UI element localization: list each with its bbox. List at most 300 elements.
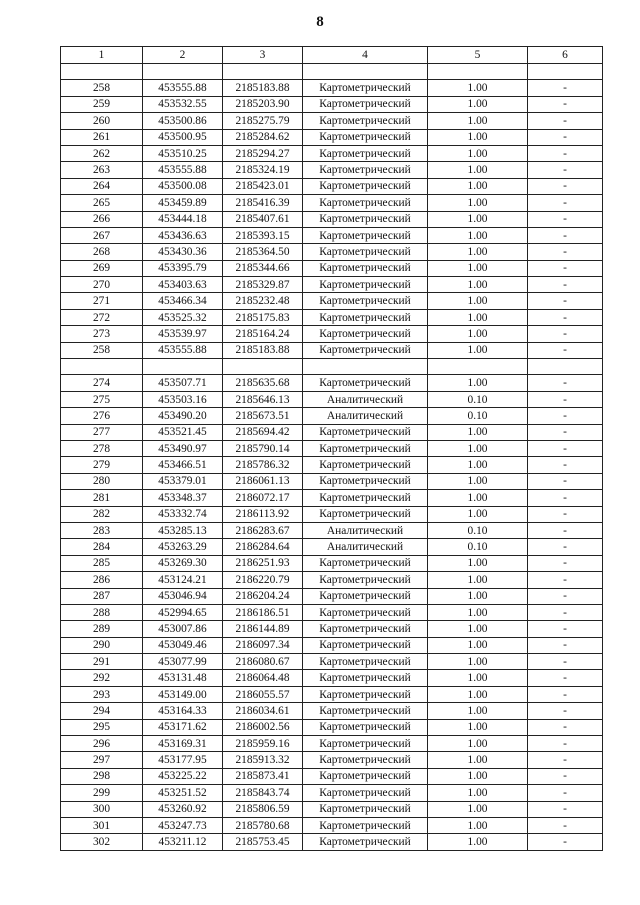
accuracy-cell: 1.00 bbox=[428, 440, 528, 456]
accuracy-cell: 1.00 bbox=[428, 768, 528, 784]
method-cell: Аналитический bbox=[303, 539, 428, 555]
x-coordinate-cell: 453539.97 bbox=[143, 326, 223, 342]
x-coordinate-cell: 453395.79 bbox=[143, 260, 223, 276]
table-row bbox=[61, 768, 603, 784]
table-row bbox=[61, 129, 603, 145]
table-row bbox=[61, 637, 603, 653]
description-cell: - bbox=[528, 801, 603, 817]
x-coordinate-cell: 453260.92 bbox=[143, 801, 223, 817]
point-number-cell: 261 bbox=[61, 129, 143, 145]
accuracy-cell bbox=[428, 64, 528, 80]
point-number-cell: 260 bbox=[61, 113, 143, 129]
x-coordinate-cell: 453444.18 bbox=[143, 211, 223, 227]
description-cell bbox=[528, 359, 603, 375]
table-row bbox=[61, 473, 603, 489]
accuracy-cell: 1.00 bbox=[428, 178, 528, 194]
y-coordinate-cell: 2185646.13 bbox=[223, 391, 303, 407]
header-row bbox=[61, 47, 603, 64]
point-number-cell: 264 bbox=[61, 178, 143, 194]
x-coordinate-cell: 453466.34 bbox=[143, 293, 223, 309]
table-row bbox=[61, 408, 603, 424]
table-row bbox=[61, 490, 603, 506]
table-row bbox=[61, 178, 603, 194]
accuracy-cell: 1.00 bbox=[428, 785, 528, 801]
y-coordinate-cell bbox=[223, 64, 303, 80]
method-cell: Картометрический bbox=[303, 211, 428, 227]
description-cell: - bbox=[528, 277, 603, 293]
table-row bbox=[61, 293, 603, 309]
y-coordinate-cell: 2185635.68 bbox=[223, 375, 303, 391]
accuracy-cell: 1.00 bbox=[428, 588, 528, 604]
table-row bbox=[61, 145, 603, 161]
point-number-cell: 271 bbox=[61, 293, 143, 309]
y-coordinate-cell: 2185873.41 bbox=[223, 768, 303, 784]
table-row bbox=[61, 539, 603, 555]
table-row bbox=[61, 326, 603, 342]
point-number-cell: 263 bbox=[61, 162, 143, 178]
method-cell: Картометрический bbox=[303, 473, 428, 489]
point-number-cell: 275 bbox=[61, 391, 143, 407]
table-row bbox=[61, 621, 603, 637]
accuracy-cell: 1.00 bbox=[428, 817, 528, 833]
y-coordinate-cell: 2186061.13 bbox=[223, 473, 303, 489]
table-row bbox=[61, 211, 603, 227]
accuracy-cell: 1.00 bbox=[428, 555, 528, 571]
table-row bbox=[61, 752, 603, 768]
point-number-cell: 280 bbox=[61, 473, 143, 489]
accuracy-cell: 1.00 bbox=[428, 113, 528, 129]
point-number-cell: 267 bbox=[61, 227, 143, 243]
accuracy-cell: 1.00 bbox=[428, 637, 528, 653]
y-coordinate-cell bbox=[223, 359, 303, 375]
method-cell: Картометрический bbox=[303, 457, 428, 473]
accuracy-cell: 1.00 bbox=[428, 244, 528, 260]
y-coordinate-cell: 2185694.42 bbox=[223, 424, 303, 440]
accuracy-cell: 0.10 bbox=[428, 522, 528, 538]
table-row bbox=[61, 359, 603, 375]
description-cell: - bbox=[528, 457, 603, 473]
x-coordinate-cell: 453332.74 bbox=[143, 506, 223, 522]
y-coordinate-cell: 2185780.68 bbox=[223, 817, 303, 833]
accuracy-cell: 1.00 bbox=[428, 211, 528, 227]
method-cell: Картометрический bbox=[303, 834, 428, 850]
description-cell: - bbox=[528, 162, 603, 178]
table-row bbox=[61, 604, 603, 620]
description-cell: - bbox=[528, 408, 603, 424]
accuracy-cell: 1.00 bbox=[428, 834, 528, 850]
x-coordinate-cell: 453164.33 bbox=[143, 703, 223, 719]
method-cell: Картометрический bbox=[303, 752, 428, 768]
description-cell: - bbox=[528, 113, 603, 129]
description-cell: - bbox=[528, 768, 603, 784]
y-coordinate-cell: 2186055.57 bbox=[223, 686, 303, 702]
method-cell bbox=[303, 359, 428, 375]
table-row bbox=[61, 654, 603, 670]
y-coordinate-cell: 2186144.89 bbox=[223, 621, 303, 637]
table-row bbox=[61, 375, 603, 391]
method-cell: Картометрический bbox=[303, 227, 428, 243]
x-coordinate-cell: 453247.73 bbox=[143, 817, 223, 833]
description-cell: - bbox=[528, 539, 603, 555]
y-coordinate-cell: 2185294.27 bbox=[223, 145, 303, 161]
y-coordinate-cell: 2185416.39 bbox=[223, 195, 303, 211]
point-number-cell: 288 bbox=[61, 604, 143, 620]
description-cell: - bbox=[528, 736, 603, 752]
accuracy-cell: 1.00 bbox=[428, 506, 528, 522]
method-cell: Картометрический bbox=[303, 309, 428, 325]
description-cell: - bbox=[528, 96, 603, 112]
point-number-cell: 282 bbox=[61, 506, 143, 522]
method-cell: Картометрический bbox=[303, 96, 428, 112]
page-number: 8 bbox=[316, 14, 324, 30]
column-header: 6 bbox=[528, 47, 603, 64]
point-number-cell: 292 bbox=[61, 670, 143, 686]
method-cell: Картометрический bbox=[303, 654, 428, 670]
y-coordinate-cell: 2186186.51 bbox=[223, 604, 303, 620]
method-cell: Картометрический bbox=[303, 424, 428, 440]
description-cell: - bbox=[528, 621, 603, 637]
x-coordinate-cell bbox=[143, 64, 223, 80]
table-row bbox=[61, 686, 603, 702]
description-cell: - bbox=[528, 293, 603, 309]
point-number-cell: 283 bbox=[61, 522, 143, 538]
table-row bbox=[61, 506, 603, 522]
point-number-cell: 258 bbox=[61, 80, 143, 96]
point-number-cell: 277 bbox=[61, 424, 143, 440]
y-coordinate-cell: 2186283.67 bbox=[223, 522, 303, 538]
y-coordinate-cell: 2186284.64 bbox=[223, 539, 303, 555]
point-number-cell: 285 bbox=[61, 555, 143, 571]
y-coordinate-cell: 2185183.88 bbox=[223, 80, 303, 96]
point-number-cell: 301 bbox=[61, 817, 143, 833]
method-cell: Картометрический bbox=[303, 817, 428, 833]
y-coordinate-cell: 2185329.87 bbox=[223, 277, 303, 293]
table-row bbox=[61, 736, 603, 752]
table-row bbox=[61, 64, 603, 80]
point-number-cell: 290 bbox=[61, 637, 143, 653]
method-cell: Картометрический bbox=[303, 588, 428, 604]
point-number-cell: 268 bbox=[61, 244, 143, 260]
table-row bbox=[61, 162, 603, 178]
description-cell: - bbox=[528, 572, 603, 588]
table-row bbox=[61, 391, 603, 407]
method-cell bbox=[303, 64, 428, 80]
x-coordinate-cell: 453532.55 bbox=[143, 96, 223, 112]
accuracy-cell: 1.00 bbox=[428, 162, 528, 178]
y-coordinate-cell: 2185284.62 bbox=[223, 129, 303, 145]
x-coordinate-cell: 452994.65 bbox=[143, 604, 223, 620]
column-header: 2 bbox=[143, 47, 223, 64]
description-cell: - bbox=[528, 227, 603, 243]
y-coordinate-cell: 2186097.34 bbox=[223, 637, 303, 653]
accuracy-cell: 1.00 bbox=[428, 195, 528, 211]
coordinates-table bbox=[60, 46, 603, 851]
table-row bbox=[61, 719, 603, 735]
table-row bbox=[61, 113, 603, 129]
y-coordinate-cell: 2185344.66 bbox=[223, 260, 303, 276]
x-coordinate-cell: 453403.63 bbox=[143, 277, 223, 293]
accuracy-cell: 1.00 bbox=[428, 80, 528, 96]
x-coordinate-cell: 453459.89 bbox=[143, 195, 223, 211]
method-cell: Картометрический bbox=[303, 375, 428, 391]
description-cell: - bbox=[528, 817, 603, 833]
table-row bbox=[61, 277, 603, 293]
point-number-cell: 300 bbox=[61, 801, 143, 817]
y-coordinate-cell: 2185164.24 bbox=[223, 326, 303, 342]
x-coordinate-cell: 453507.71 bbox=[143, 375, 223, 391]
description-cell: - bbox=[528, 752, 603, 768]
method-cell: Картометрический bbox=[303, 670, 428, 686]
y-coordinate-cell: 2186034.61 bbox=[223, 703, 303, 719]
accuracy-cell: 1.00 bbox=[428, 277, 528, 293]
x-coordinate-cell: 453251.52 bbox=[143, 785, 223, 801]
column-header: 1 bbox=[61, 47, 143, 64]
table-header bbox=[61, 47, 603, 64]
description-cell: - bbox=[528, 588, 603, 604]
point-number-cell: 259 bbox=[61, 96, 143, 112]
point-number-cell: 302 bbox=[61, 834, 143, 850]
description-cell: - bbox=[528, 670, 603, 686]
table-row bbox=[61, 457, 603, 473]
x-coordinate-cell: 453131.48 bbox=[143, 670, 223, 686]
column-header: 3 bbox=[223, 47, 303, 64]
y-coordinate-cell: 2185913.32 bbox=[223, 752, 303, 768]
description-cell: - bbox=[528, 309, 603, 325]
accuracy-cell: 1.00 bbox=[428, 342, 528, 358]
x-coordinate-cell: 453521.45 bbox=[143, 424, 223, 440]
method-cell: Картометрический bbox=[303, 277, 428, 293]
method-cell: Картометрический bbox=[303, 129, 428, 145]
y-coordinate-cell: 2186220.79 bbox=[223, 572, 303, 588]
description-cell: - bbox=[528, 834, 603, 850]
table-row bbox=[61, 817, 603, 833]
point-number-cell: 297 bbox=[61, 752, 143, 768]
accuracy-cell: 1.00 bbox=[428, 227, 528, 243]
description-cell: - bbox=[528, 604, 603, 620]
description-cell: - bbox=[528, 145, 603, 161]
description-cell: - bbox=[528, 178, 603, 194]
table-row bbox=[61, 342, 603, 358]
point-number-cell: 295 bbox=[61, 719, 143, 735]
description-cell: - bbox=[528, 260, 603, 276]
y-coordinate-cell: 2185806.59 bbox=[223, 801, 303, 817]
point-number-cell: 278 bbox=[61, 440, 143, 456]
method-cell: Аналитический bbox=[303, 408, 428, 424]
table-row bbox=[61, 522, 603, 538]
x-coordinate-cell: 453149.00 bbox=[143, 686, 223, 702]
y-coordinate-cell: 2185753.45 bbox=[223, 834, 303, 850]
method-cell: Картометрический bbox=[303, 80, 428, 96]
table-row bbox=[61, 195, 603, 211]
accuracy-cell: 1.00 bbox=[428, 96, 528, 112]
x-coordinate-cell: 453430.36 bbox=[143, 244, 223, 260]
description-cell: - bbox=[528, 211, 603, 227]
y-coordinate-cell: 2185843.74 bbox=[223, 785, 303, 801]
description-cell: - bbox=[528, 703, 603, 719]
method-cell: Картометрический bbox=[303, 326, 428, 342]
description-cell: - bbox=[528, 506, 603, 522]
accuracy-cell: 1.00 bbox=[428, 719, 528, 735]
description-cell: - bbox=[528, 637, 603, 653]
method-cell: Картометрический bbox=[303, 736, 428, 752]
accuracy-cell: 1.00 bbox=[428, 621, 528, 637]
y-coordinate-cell: 2186113.92 bbox=[223, 506, 303, 522]
y-coordinate-cell: 2185673.51 bbox=[223, 408, 303, 424]
point-number-cell bbox=[61, 64, 143, 80]
table-row bbox=[61, 80, 603, 96]
table-row bbox=[61, 440, 603, 456]
method-cell: Аналитический bbox=[303, 522, 428, 538]
accuracy-cell: 1.00 bbox=[428, 736, 528, 752]
y-coordinate-cell: 2185275.79 bbox=[223, 113, 303, 129]
x-coordinate-cell: 453211.12 bbox=[143, 834, 223, 850]
point-number-cell: 286 bbox=[61, 572, 143, 588]
table-row bbox=[61, 572, 603, 588]
accuracy-cell: 1.00 bbox=[428, 801, 528, 817]
description-cell: - bbox=[528, 440, 603, 456]
accuracy-cell: 1.00 bbox=[428, 326, 528, 342]
point-number-cell: 281 bbox=[61, 490, 143, 506]
x-coordinate-cell: 453269.30 bbox=[143, 555, 223, 571]
method-cell: Картометрический bbox=[303, 621, 428, 637]
method-cell: Картометрический bbox=[303, 342, 428, 358]
description-cell: - bbox=[528, 375, 603, 391]
description-cell: - bbox=[528, 522, 603, 538]
y-coordinate-cell: 2186204.24 bbox=[223, 588, 303, 604]
accuracy-cell: 1.00 bbox=[428, 490, 528, 506]
description-cell: - bbox=[528, 129, 603, 145]
point-number-cell: 279 bbox=[61, 457, 143, 473]
method-cell: Картометрический bbox=[303, 162, 428, 178]
y-coordinate-cell: 2185324.19 bbox=[223, 162, 303, 178]
method-cell: Картометрический bbox=[303, 686, 428, 702]
description-cell bbox=[528, 64, 603, 80]
y-coordinate-cell: 2186064.48 bbox=[223, 670, 303, 686]
point-number-cell: 273 bbox=[61, 326, 143, 342]
description-cell: - bbox=[528, 195, 603, 211]
method-cell: Картометрический bbox=[303, 178, 428, 194]
accuracy-cell bbox=[428, 359, 528, 375]
y-coordinate-cell: 2186251.93 bbox=[223, 555, 303, 571]
y-coordinate-cell: 2186002.56 bbox=[223, 719, 303, 735]
x-coordinate-cell: 453124.21 bbox=[143, 572, 223, 588]
description-cell: - bbox=[528, 785, 603, 801]
y-coordinate-cell: 2185183.88 bbox=[223, 342, 303, 358]
accuracy-cell: 1.00 bbox=[428, 424, 528, 440]
y-coordinate-cell: 2185786.32 bbox=[223, 457, 303, 473]
point-number-cell: 272 bbox=[61, 309, 143, 325]
table-row bbox=[61, 834, 603, 850]
accuracy-cell: 1.00 bbox=[428, 473, 528, 489]
y-coordinate-cell: 2186080.67 bbox=[223, 654, 303, 670]
point-number-cell: 276 bbox=[61, 408, 143, 424]
point-number-cell: 274 bbox=[61, 375, 143, 391]
method-cell: Картометрический bbox=[303, 195, 428, 211]
x-coordinate-cell: 453466.51 bbox=[143, 457, 223, 473]
description-cell: - bbox=[528, 654, 603, 670]
point-number-cell: 266 bbox=[61, 211, 143, 227]
method-cell: Картометрический bbox=[303, 506, 428, 522]
table-row bbox=[61, 260, 603, 276]
point-number-cell: 299 bbox=[61, 785, 143, 801]
point-number-cell: 293 bbox=[61, 686, 143, 702]
accuracy-cell: 0.10 bbox=[428, 391, 528, 407]
table-row bbox=[61, 244, 603, 260]
point-number-cell: 258 bbox=[61, 342, 143, 358]
method-cell: Картометрический bbox=[303, 260, 428, 276]
x-coordinate-cell bbox=[143, 359, 223, 375]
point-number-cell: 289 bbox=[61, 621, 143, 637]
method-cell: Картометрический bbox=[303, 113, 428, 129]
point-number-cell: 269 bbox=[61, 260, 143, 276]
description-cell: - bbox=[528, 490, 603, 506]
method-cell: Картометрический bbox=[303, 244, 428, 260]
method-cell: Картометрический bbox=[303, 719, 428, 735]
method-cell: Картометрический bbox=[303, 293, 428, 309]
accuracy-cell: 0.10 bbox=[428, 539, 528, 555]
method-cell: Картометрический bbox=[303, 440, 428, 456]
table-row bbox=[61, 227, 603, 243]
x-coordinate-cell: 453436.63 bbox=[143, 227, 223, 243]
description-cell: - bbox=[528, 719, 603, 735]
point-number-cell: 270 bbox=[61, 277, 143, 293]
table-row bbox=[61, 785, 603, 801]
x-coordinate-cell: 453177.95 bbox=[143, 752, 223, 768]
table-row bbox=[61, 96, 603, 112]
y-coordinate-cell: 2185423.01 bbox=[223, 178, 303, 194]
method-cell: Картометрический bbox=[303, 637, 428, 653]
method-cell: Картометрический bbox=[303, 703, 428, 719]
x-coordinate-cell: 453555.88 bbox=[143, 162, 223, 178]
x-coordinate-cell: 453510.25 bbox=[143, 145, 223, 161]
method-cell: Картометрический bbox=[303, 768, 428, 784]
table-row bbox=[61, 588, 603, 604]
accuracy-cell: 1.00 bbox=[428, 654, 528, 670]
column-header: 5 bbox=[428, 47, 528, 64]
point-number-cell: 294 bbox=[61, 703, 143, 719]
y-coordinate-cell: 2185364.50 bbox=[223, 244, 303, 260]
accuracy-cell: 1.00 bbox=[428, 572, 528, 588]
accuracy-cell: 1.00 bbox=[428, 309, 528, 325]
x-coordinate-cell: 453046.94 bbox=[143, 588, 223, 604]
accuracy-cell: 1.00 bbox=[428, 375, 528, 391]
x-coordinate-cell: 453490.97 bbox=[143, 440, 223, 456]
x-coordinate-cell: 453555.88 bbox=[143, 342, 223, 358]
x-coordinate-cell: 453285.13 bbox=[143, 522, 223, 538]
accuracy-cell: 1.00 bbox=[428, 260, 528, 276]
x-coordinate-cell: 453077.99 bbox=[143, 654, 223, 670]
accuracy-cell: 0.10 bbox=[428, 408, 528, 424]
x-coordinate-cell: 453171.62 bbox=[143, 719, 223, 735]
x-coordinate-cell: 453503.16 bbox=[143, 391, 223, 407]
accuracy-cell: 1.00 bbox=[428, 686, 528, 702]
point-number-cell: 291 bbox=[61, 654, 143, 670]
method-cell: Картометрический bbox=[303, 145, 428, 161]
accuracy-cell: 1.00 bbox=[428, 145, 528, 161]
point-number-cell: 287 bbox=[61, 588, 143, 604]
x-coordinate-cell: 453225.22 bbox=[143, 768, 223, 784]
y-coordinate-cell: 2186072.17 bbox=[223, 490, 303, 506]
x-coordinate-cell: 453263.29 bbox=[143, 539, 223, 555]
x-coordinate-cell: 453490.20 bbox=[143, 408, 223, 424]
method-cell: Картометрический bbox=[303, 801, 428, 817]
x-coordinate-cell: 453525.32 bbox=[143, 309, 223, 325]
accuracy-cell: 1.00 bbox=[428, 129, 528, 145]
x-coordinate-cell: 453555.88 bbox=[143, 80, 223, 96]
x-coordinate-cell: 453348.37 bbox=[143, 490, 223, 506]
point-number-cell bbox=[61, 359, 143, 375]
description-cell: - bbox=[528, 244, 603, 260]
